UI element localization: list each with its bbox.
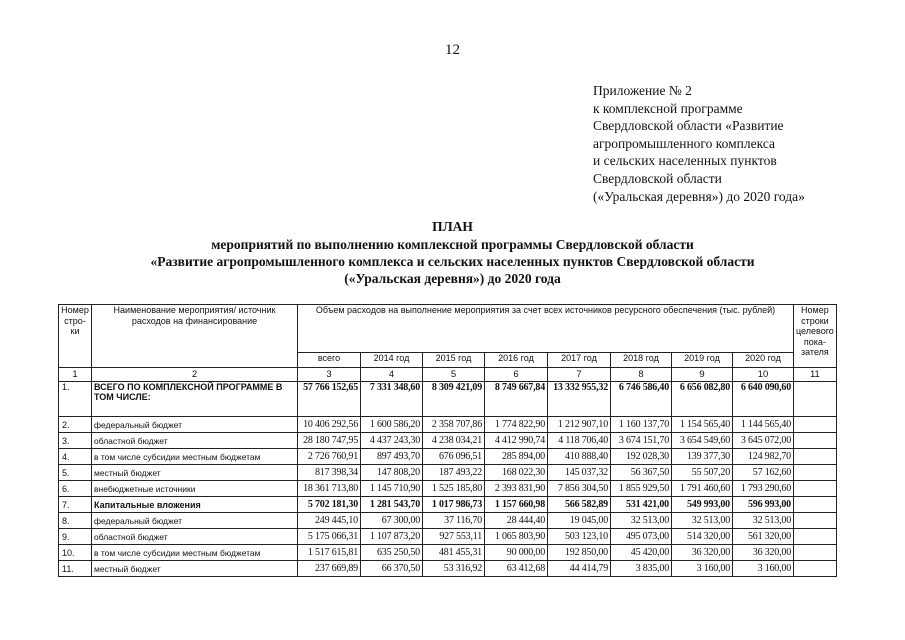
value-cell: 635 250,50 [361,545,423,561]
appendix-line: агропромышленного комплекса [593,135,775,151]
value-cell: 817 398,34 [298,465,361,481]
value-cell: 2 358 707,86 [423,417,485,433]
row-name-cell: областной бюджет [92,529,298,545]
value-cell: 3 654 549,60 [672,433,733,449]
table-row [59,382,837,417]
value-cell: 13 332 955,32 [548,382,611,417]
value-cell: 285 894,00 [485,449,548,465]
header-year: 2018 год [611,353,672,368]
value-cell: 2 393 831,90 [485,481,548,497]
value-cell: 3 645 072,00 [733,433,794,449]
value-cell: 32 513,00 [611,513,672,529]
value-cell: 168 022,30 [485,465,548,481]
value-cell: 7 331 348,60 [361,382,423,417]
value-cell: 481 455,31 [423,545,485,561]
row-number-cell: 9. [59,529,92,545]
header-row-number: Номер стро-ки [59,305,92,368]
value-cell: 410 888,40 [548,449,611,465]
row-name-cell: местный бюджет [92,465,298,481]
header-name: Наименование мероприятия/ источник расходов на финансирование [92,305,298,368]
value-cell: 55 507,20 [672,465,733,481]
row-name-cell: внебюджетные источники [92,481,298,497]
value-cell: 8 749 667,84 [485,382,548,417]
table-row [59,417,837,433]
value-cell: 45 420,00 [611,545,672,561]
value-cell: 1 281 543,70 [361,497,423,513]
row-number-cell: 8. [59,513,92,529]
value-cell: 6 640 090,60 [733,382,794,417]
value-cell: 36 320,00 [672,545,733,561]
target-cell [794,382,837,417]
value-cell: 1 017 986,73 [423,497,485,513]
column-number: 11 [794,368,837,382]
value-cell: 4 437 243,30 [361,433,423,449]
value-cell: 1 157 660,98 [485,497,548,513]
value-cell: 237 669,89 [298,561,361,577]
value-cell: 3 160,00 [733,561,794,577]
value-cell: 897 493,70 [361,449,423,465]
row-name-cell: в том числе субсидии местным бюджетам [92,449,298,465]
value-cell: 187 493,22 [423,465,485,481]
value-cell: 596 993,00 [733,497,794,513]
document-subtitle-line: («Уральская деревня») до 2020 года [344,271,561,286]
target-cell [794,417,837,433]
value-cell: 67 300,00 [361,513,423,529]
value-cell: 1 212 907,10 [548,417,611,433]
target-cell [794,529,837,545]
document-subtitle-line: «Развитие агропромышленного комплекса и сельских населенных пунктов Свердловской области [150,254,755,269]
appendix-line: Приложение № 2 [593,83,692,98]
header-year: 2015 год [423,353,485,368]
value-cell: 566 582,89 [548,497,611,513]
value-cell: 1 107 873,20 [361,529,423,545]
value-cell: 4 238 034,21 [423,433,485,449]
column-number: 3 [298,368,361,382]
header-year: 2014 год [361,353,423,368]
row-number-cell: 10. [59,545,92,561]
table-row [59,529,837,545]
target-cell [794,497,837,513]
value-cell: 5 702 181,30 [298,497,361,513]
header-year: 2017 год [548,353,611,368]
value-cell: 927 553,11 [423,529,485,545]
value-cell: 514 320,00 [672,529,733,545]
value-cell: 66 370,50 [361,561,423,577]
appendix-line: к комплексной программе [593,100,743,116]
value-cell: 3 160,00 [672,561,733,577]
document-subtitle-line: мероприятий по выполнению комплексной программы Свердловской области [211,237,694,252]
target-cell [794,433,837,449]
value-cell: 192 850,00 [548,545,611,561]
value-cell: 90 000,00 [485,545,548,561]
header-year: 2016 год [485,353,548,368]
target-cell [794,561,837,577]
row-number-cell: 6. [59,481,92,497]
table-row [59,561,837,577]
value-cell: 145 037,32 [548,465,611,481]
value-cell: 28 444,40 [485,513,548,529]
table-row [59,465,837,481]
row-number-cell: 2. [59,417,92,433]
value-cell: 3 674 151,70 [611,433,672,449]
appendix-line: и сельских населенных пунктов [593,153,777,169]
value-cell: 249 445,10 [298,513,361,529]
value-cell: 1 154 565,40 [672,417,733,433]
value-cell: 6 656 082,80 [672,382,733,417]
target-cell [794,481,837,497]
value-cell: 53 316,92 [423,561,485,577]
row-name-cell: местный бюджет [92,561,298,577]
value-cell: 192 028,30 [611,449,672,465]
column-number: 8 [611,368,672,382]
value-cell: 7 856 304,50 [548,481,611,497]
target-cell [794,513,837,529]
header-year: 2019 год [672,353,733,368]
value-cell: 63 412,68 [485,561,548,577]
value-cell: 495 073,00 [611,529,672,545]
value-cell: 56 367,50 [611,465,672,481]
column-number: 4 [361,368,423,382]
value-cell: 1 065 803,90 [485,529,548,545]
value-cell: 1 144 565,40 [733,417,794,433]
value-cell: 1 525 185,80 [423,481,485,497]
value-cell: 1 145 710,90 [361,481,423,497]
value-cell: 139 377,30 [672,449,733,465]
column-number: 7 [548,368,611,382]
header-target: Номер строки целевого пока-зателя [794,305,837,368]
row-name-cell: федеральный бюджет [92,417,298,433]
value-cell: 2 726 760,91 [298,449,361,465]
column-number: 2 [92,368,298,382]
value-cell: 503 123,10 [548,529,611,545]
value-cell: 1 517 615,81 [298,545,361,561]
value-cell: 10 406 292,56 [298,417,361,433]
row-name-cell: областной бюджет [92,433,298,449]
value-cell: 1 791 460,60 [672,481,733,497]
table-row [59,449,837,465]
table-row [59,513,837,529]
row-name-cell: Капитальные вложения [92,497,298,513]
column-number: 5 [423,368,485,382]
value-cell: 18 361 713,80 [298,481,361,497]
row-name-cell: федеральный бюджет [92,513,298,529]
row-number-cell: 3. [59,433,92,449]
plan-table [58,304,837,577]
value-cell: 147 808,20 [361,465,423,481]
value-cell: 28 180 747,95 [298,433,361,449]
target-cell [794,545,837,561]
row-number-cell: 1. [59,382,92,417]
row-number-cell: 4. [59,449,92,465]
value-cell: 549 993,00 [672,497,733,513]
value-cell: 676 096,51 [423,449,485,465]
value-cell: 6 746 586,40 [611,382,672,417]
row-name-cell: в том числе субсидии местным бюджетам [92,545,298,561]
value-cell: 1 855 929,50 [611,481,672,497]
column-number: 1 [59,368,92,382]
appendix-line: Свердловской области «Развитие [593,118,784,134]
header-year: 2020 год [733,353,794,368]
column-number: 6 [485,368,548,382]
value-cell: 57 766 152,65 [298,382,361,417]
value-cell: 1 774 822,90 [485,417,548,433]
value-cell: 3 835,00 [611,561,672,577]
value-cell: 531 421,00 [611,497,672,513]
value-cell: 36 320,00 [733,545,794,561]
value-cell: 1 160 137,70 [611,417,672,433]
table-row [59,497,837,513]
value-cell: 4 118 706,40 [548,433,611,449]
appendix-line: («Уральская деревня») до 2020 года» [593,188,805,204]
value-cell: 19 045,00 [548,513,611,529]
row-number-cell: 7. [59,497,92,513]
value-cell: 44 414,79 [548,561,611,577]
header-volume: Объем расходов на выполнение мероприятия за счет всех источников ресурсного обеспечения (тыс. рублей) [298,305,794,353]
value-cell: 32 513,00 [733,513,794,529]
value-cell: 124 982,70 [733,449,794,465]
appendix-note [593,82,805,205]
header-year: всего [298,353,361,368]
table-row [59,433,837,449]
table-row [59,545,837,561]
target-cell [794,465,837,481]
value-cell: 4 412 990,74 [485,433,548,449]
page-number: 12 [445,42,460,58]
value-cell: 32 513,00 [672,513,733,529]
value-cell: 57 162,60 [733,465,794,481]
column-number: 10 [733,368,794,382]
row-name-cell: ВСЕГО ПО КОМПЛЕКСНОЙ ПРОГРАММЕ В ТОМ ЧИСЛЕ: [92,382,298,417]
value-cell: 1 793 290,60 [733,481,794,497]
value-cell: 5 175 066,31 [298,529,361,545]
value-cell: 1 600 586,20 [361,417,423,433]
row-number-cell: 11. [59,561,92,577]
appendix-line: Свердловской области [593,170,722,186]
row-number-cell: 5. [59,465,92,481]
column-number: 9 [672,368,733,382]
target-cell [794,449,837,465]
value-cell: 37 116,70 [423,513,485,529]
value-cell: 8 309 421,09 [423,382,485,417]
table-row [59,481,837,497]
document-title: ПЛАН [432,219,473,234]
value-cell: 561 320,00 [733,529,794,545]
